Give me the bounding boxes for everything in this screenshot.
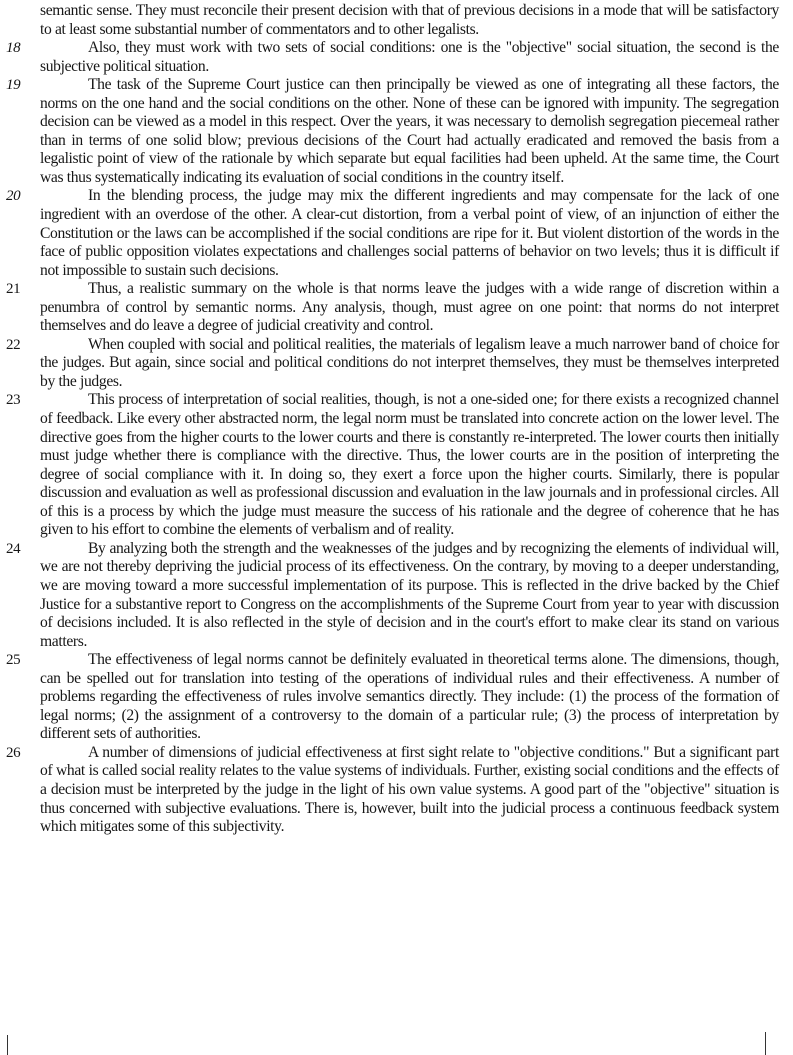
paragraph-number: 21 — [6, 281, 21, 298]
numbered-paragraph — [0, 540, 793, 651]
paragraph-text: The task of the Supreme Court justice can then principally be viewed as one of integrating all these factors, the norms on the one hand and the social conditions on the other. None of these can be ignored with impunity. The segregation decision can be viewed as a model in this respect. Over the years, it was necessary to demolish segregation piecemeal rather than in terms of one solid blow; previous decisions of the Court had actually eradicated and removed the basis from a legalistic point of view of the rationale by which separate but equal facilities had been upheld. At the same time, the Court was thus systematically indicating its evaluation of social conditions in the country itself. — [40, 76, 779, 186]
paragraph-number: 18 — [6, 40, 21, 57]
numbered-paragraph — [0, 187, 793, 280]
paragraph-text: In the blending process, the judge may mix the different ingredients and may compensate for the lack of one ingredient with an overdose of the other. A clear-cut distortion, from a verbal point of view, of an injunction of either the Constitution or the laws can be accomplished if the social conditions are ripe for it. But violent distortion of the words in the face of public opposition violates expectations and challenges social patterns of behavior on two levels; thus it is difficult if not impossible to sustain such decisions. — [40, 187, 779, 279]
numbered-paragraph — [0, 391, 793, 539]
paragraph-text: semantic sense. They must reconcile their present decision with that of previous decisions in a mode that will be satisfactory to at least some substantial number of commentators and to other legalists. — [40, 2, 779, 38]
paragraph-number: 19 — [6, 77, 21, 94]
paragraph-text: The effectiveness of legal norms cannot be definitely evaluated in theoretical terms alone. The dimensions, though, can be spelled out for translation into testing of the operations of individual rules and their effectiveness. A number of problems regarding the effectiveness of rules involve semantics directly. They include: (1) the process of the formation of legal norms; (2) the assignment of a controversy to the domain of a particular rule; (3) the process of interpretation by different sets of authorities. — [40, 651, 779, 743]
paragraph-number: 22 — [6, 336, 21, 353]
paragraph-number: 26 — [6, 744, 21, 761]
numbered-paragraph — [0, 651, 793, 744]
paragraph-text: This process of interpretation of social realities, though, is not a one-sided one; for there exists a recognized channel of feedback. Like every other abstracted norm, the legal norm must be translated into concrete action on the lower level. The directive goes from the higher courts to the lower courts and there is constantly re-interpreted. The lower courts then initially must judge whether there is compliance with the directive. Thus, the lower courts are in the position of interpreting the degree of social compliance with it. In doing so, they exert a force upon the higher courts. Similarly, there is popular discussion and evaluation as well as professional discussion and evaluation in the law journals and in professional circles. All of this is a process by which the judge must measure the success of his rationale and the degree of coherence that he has given to his effort to combine the elements of verbalism and of reality. — [40, 391, 779, 539]
paragraph-number: 25 — [6, 652, 21, 669]
numbered-paragraph — [0, 280, 793, 336]
paragraph-text: By analyzing both the strength and the weaknesses of the judges and by recognizing the elements of individual will, we are not thereby depriving the judicial process of its effectiveness. On the contrary, by moving to a deeper understanding, we are moving toward a more successful implementation of its purpose. This is reflected in the drive backed by the Chief Justice for a substantive report to Congress on the accomplishments of the Supreme Court from year to year with discussion of decisions included. It is also reflected in the style of decision and in the court's effort to make clear its stand on various matters. — [40, 539, 779, 650]
paragraph-text: Thus, a realistic summary on the whole is that norms leave the judges with a wide range of discretion within a penumbra of control by semantic norms. Any analysis, though, must agree on one point: that norms do not interpret themselves and do leave a degree of judicial creativity and control. — [40, 280, 779, 335]
paragraph-text: A number of dimensions of judicial effectiveness at first sight relate to "objective conditions." But a significant part of what is called social reality relates to the value systems of individuals. Further, existing social conditions and the effects of a decision must be interpreted by the judge in the light of his own value systems. A good part of the "objective" situation is thus concerned with subjective evaluations. There is, however, built into the judicial process a continuous feedback system which mitigates some of this subjectivity. — [40, 743, 779, 836]
scan-edge-mark-right — [765, 1032, 766, 1055]
numbered-paragraph — [0, 744, 793, 837]
paragraph-text: When coupled with social and political realities, the materials of legalism leave a much narrower band of choice for the judges. But again, since social and political conditions do not interpret themselves, they must be themselves interpreted by the judges. — [40, 335, 779, 390]
numbered-paragraph — [0, 336, 793, 392]
paragraph-text: Also, they must work with two sets of social conditions: one is the "objective" social situation, the second is the subjective political situation. — [40, 39, 779, 75]
paragraph-number: 24 — [6, 540, 21, 557]
paragraph-number: 23 — [6, 392, 21, 409]
numbered-paragraph — [0, 39, 793, 76]
numbered-paragraph — [0, 76, 793, 187]
paragraph-number: 20 — [6, 188, 21, 205]
continuation-paragraph — [0, 0, 793, 39]
scan-edge-mark-left — [7, 1035, 8, 1055]
